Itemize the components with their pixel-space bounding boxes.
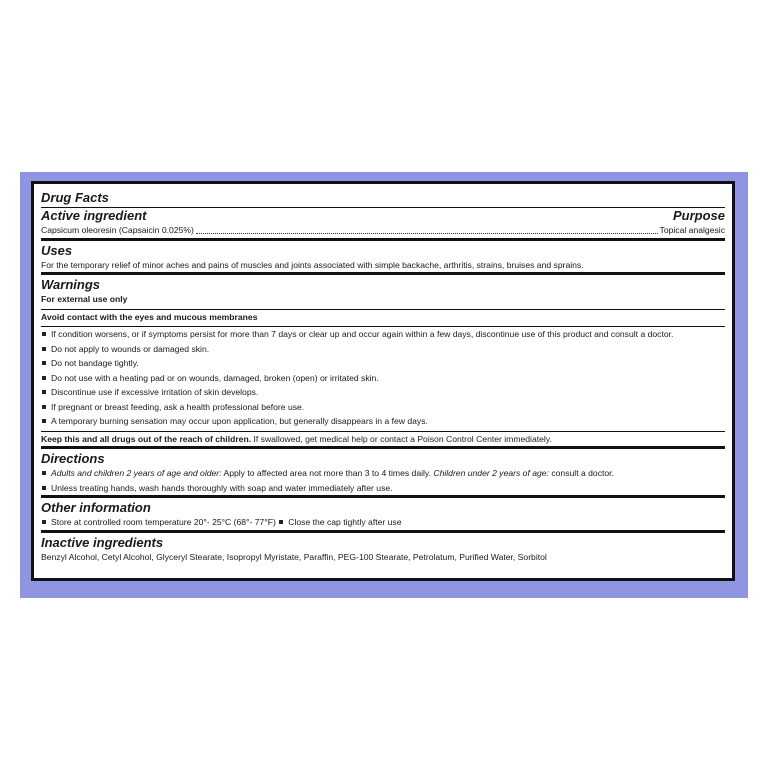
keep-out-of-reach-text [41,432,725,447]
drug-facts-title: Drug Facts [41,190,109,205]
uses-section [41,238,725,273]
warning-item [41,414,725,429]
directions-item [41,466,725,481]
warning-item-text: Do not use with a heating pad or on wounds, damaged, broken (open) or irritated skin. [51,372,379,383]
bullet-icon [42,376,46,380]
inactive-ingredients-section [41,530,725,565]
warning-item-text: Do not bandage tightly. [51,358,139,368]
leader-dots [196,232,658,234]
directions-adults-text: Apply to affected area not more than 3 to 4 times daily. [221,468,434,478]
directions-children-text: consult a doctor. [548,468,614,478]
active-heading-row [41,208,725,223]
keep-out-of-reach-bold: Keep this and all drugs out of the reach of children. [41,433,252,444]
directions-item-text: Unless treating hands, wash hands thoroughly with soap and water immediately after use. [51,482,393,493]
inactive-ingredients-text: Benzyl Alcohol, Cetyl Alcohol, Glyceryl Stearate, Isopropyl Myristate, Paraffin, PEG-100 Stearate, Petrolatum, Purified Water, Sorbitol [41,551,547,562]
warning-item-text: Do not apply to wounds or damaged skin. [51,343,210,354]
uses-heading: Uses [41,242,73,258]
warning-item-text: Discontinue use if excessive irritation of skin develops. [51,387,259,397]
active-ingredient-text: Capsicum oleoresin (Capsaicin 0.025%) [41,225,194,235]
external-use-text: For external use only [41,294,128,304]
directions-section [41,446,725,495]
bullet-icon [42,347,46,351]
active-ingredient-heading: Active ingredient [41,208,147,223]
warning-item [41,371,725,386]
warning-item-text: If pregnant or breast feeding, ask a health professional before use. [51,401,305,412]
active-ingredient-section [41,207,725,238]
bullet-icon [42,405,46,409]
other-information-section [41,495,725,530]
warning-item [41,356,725,371]
directions-heading: Directions [41,451,105,466]
drug-facts-label [31,181,735,581]
cap-text: Close the cap tightly after use [288,517,402,527]
storage-text: Store at controlled room temperature 20°- 25°C (68°- 77°F) [51,517,276,527]
bullet-icon [42,390,46,394]
active-ingredient-row [41,223,725,238]
keep-out-of-reach-rest: If swallowed, get medical help or contact a Poison Control Center immediately. [251,433,552,444]
warnings-section [41,272,725,446]
warning-item-text: A temporary burning sensation may occur upon application, but generally disappears in a few days. [51,416,428,426]
bullet-icon [42,361,46,365]
bullet-icon [42,520,46,524]
purpose-text: Topical analgesic [659,225,725,235]
warning-item [41,327,725,342]
bullet-icon [42,419,46,423]
warning-item [41,400,725,415]
warnings-heading: Warnings [41,277,100,292]
other-information-item [41,515,725,530]
bullet-icon [42,486,46,490]
uses-text: For the temporary relief of minor aches and pains of muscles and joints associated with simple backache, arthritis, strains, bruises and sprains. [41,259,584,270]
avoid-contact-text: Avoid contact with the eyes and mucous membranes [41,311,258,322]
directions-item [41,481,725,496]
bullet-icon [42,332,46,336]
warning-item-text: If condition worsens, or if symptoms persist for more than 7 days or clear up and occur again within a few days, discontinue use of this product and consult a doctor. [51,329,674,339]
other-information-heading: Other information [41,500,151,515]
title-section [41,190,725,205]
bullet-icon [42,471,46,475]
directions-children-label: Children under 2 years of age: [433,468,549,478]
warning-item [41,385,725,400]
inactive-ingredients-heading: Inactive ingredients [41,534,164,550]
bullet-icon [279,520,283,524]
warning-item [41,342,725,357]
purpose-heading: Purpose [672,208,725,223]
directions-adults-label: Adults and children 2 years of age and older: [51,468,222,478]
